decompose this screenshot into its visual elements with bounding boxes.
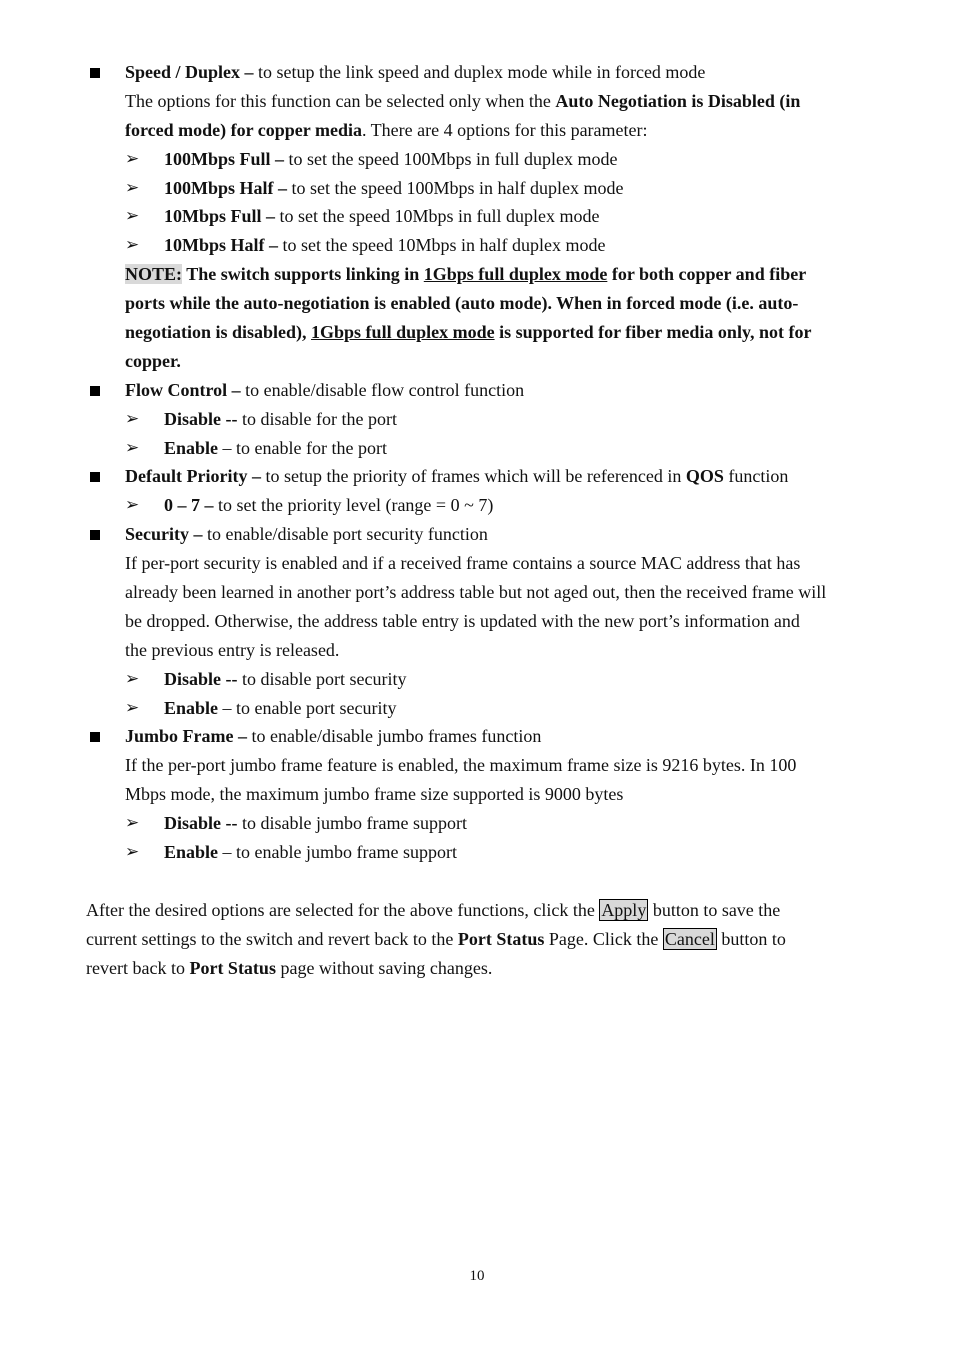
speed-duplex-item: Speed / Duplex – to setup the link speed and duplex mode while in forced mode	[86, 58, 876, 87]
flow-option-item: ➢ Disable -- to disable for the port	[86, 405, 876, 434]
speed-option-item: ➢ 10Mbps Full – to set the speed 10Mbps in full duplex mode	[86, 202, 876, 231]
jumbo-paragraph-line: If the per-port jumbo frame feature is enabled, the maximum frame size is 9216 bytes. In 100	[125, 755, 797, 776]
square-bullet-icon	[90, 732, 100, 742]
security-item: Security – to enable/disable port security function	[86, 520, 876, 549]
speed-option-item: ➢ 100Mbps Half – to set the speed 100Mbps in half duplex mode	[86, 174, 876, 203]
flow-option-item: ➢ Enable – to enable for the port	[86, 434, 876, 463]
paragraph-gap	[86, 867, 876, 896]
closing-line: revert back to Port Status page without saving changes.	[86, 957, 493, 978]
security-paragraph-line: the previous entry is released.	[125, 639, 340, 660]
jumbo-paragraph-line: Mbps mode, the maximum jumbo frame size supported is 9000 bytes	[125, 784, 624, 805]
security-paragraph-line: be dropped. Otherwise, the address table entry is updated with the new port’s information and	[125, 610, 800, 631]
security-title: Security	[125, 524, 189, 545]
default-priority-item: Default Priority – to setup the priority of frames which will be referenced in QOS function	[86, 462, 876, 491]
arrow-bullet-icon: ➢	[125, 148, 140, 168]
square-bullet-icon	[90, 68, 100, 78]
cancel-button-reference: Cancel	[664, 928, 715, 949]
jumbo-frame-item: Jumbo Frame – to enable/disable jumbo frames function	[86, 722, 876, 751]
speed-duplex-paragraph-line: forced mode) for copper media. There are 4 options for this parameter:	[125, 119, 648, 140]
security-paragraph-line: If per-port security is enabled and if a received frame contains a source MAC address that has	[125, 553, 801, 574]
arrow-bullet-icon: ➢	[125, 495, 140, 515]
jumbo-option-item: ➢ Disable -- to disable jumbo frame support	[86, 809, 876, 838]
jumbo-option-item: ➢ Enable – to enable jumbo frame support	[86, 838, 876, 867]
arrow-bullet-icon: ➢	[125, 177, 140, 197]
security-option-item: ➢ Enable – to enable port security	[86, 694, 876, 723]
note-label: NOTE:	[125, 264, 183, 285]
arrow-bullet-icon: ➢	[125, 813, 140, 833]
default-priority-title: Default Priority	[125, 466, 248, 487]
arrow-bullet-icon: ➢	[125, 235, 140, 255]
page-number: 10	[469, 1268, 485, 1284]
arrow-bullet-icon: ➢	[125, 697, 140, 717]
arrow-bullet-icon: ➢	[125, 206, 140, 226]
arrow-bullet-icon: ➢	[125, 408, 140, 428]
arrow-bullet-icon: ➢	[125, 842, 140, 862]
arrow-bullet-icon: ➢	[125, 437, 140, 457]
speed-duplex-desc: to setup the link speed and duplex mode while in forced mode	[258, 62, 706, 82]
apply-button-reference: Apply	[601, 899, 647, 920]
speed-duplex-title: Speed / Duplex	[125, 62, 241, 82]
note-line: ports while the auto-negotiation is enabled (auto mode). When in forced mode (i.e. auto-	[125, 293, 799, 314]
square-bullet-icon	[90, 386, 100, 396]
speed-duplex-paragraph-line: The options for this function can be selected only when the Auto Negotiation is Disabled (in	[125, 90, 801, 111]
square-bullet-icon	[90, 530, 100, 540]
arrow-bullet-icon: ➢	[125, 668, 140, 688]
speed-option-item: ➢ 10Mbps Half – to set the speed 10Mbps in half duplex mode	[86, 231, 876, 260]
priority-option-item: ➢ 0 – 7 – to set the priority level (range = 0 ~ 7)	[86, 491, 876, 520]
security-paragraph-line: already been learned in another port’s address table but not aged out, then the received frame will	[125, 582, 827, 603]
note-line: copper.	[125, 350, 181, 371]
flow-control-title: Flow Control	[125, 379, 228, 400]
security-option-item: ➢ Disable -- to disable port security	[86, 665, 876, 694]
jumbo-frame-title: Jumbo Frame	[125, 726, 234, 747]
closing-line: current settings to the switch and revert back to the Port Status Page. Click the Cancel button to	[86, 928, 786, 949]
speed-option-item: ➢ 100Mbps Full – to set the speed 100Mbps in full duplex mode	[86, 145, 876, 174]
document-body	[86, 58, 876, 983]
closing-line: After the desired options are selected for the above functions, click the Apply button to save the	[86, 899, 781, 920]
square-bullet-icon	[90, 472, 100, 482]
flow-control-item: Flow Control – to enable/disable flow control function	[86, 376, 876, 405]
note-line: NOTE: The switch supports linking in 1Gbps full duplex mode for both copper and fiber	[125, 264, 807, 285]
note-line: negotiation is disabled), 1Gbps full duplex mode is supported for fiber media only, not for	[125, 322, 812, 343]
